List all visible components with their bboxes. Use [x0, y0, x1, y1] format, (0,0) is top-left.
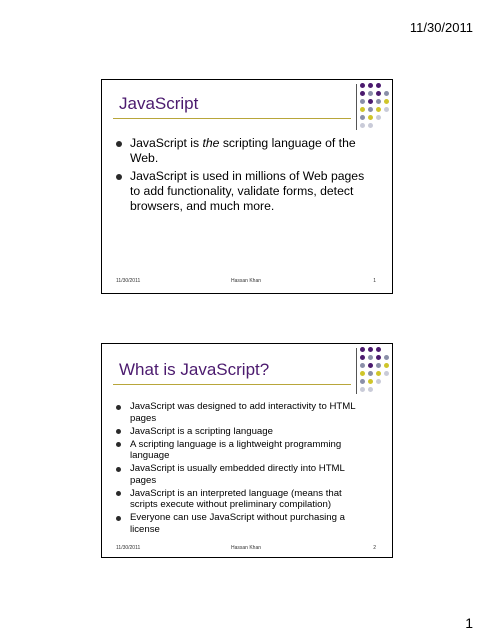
decor-dot-grid — [360, 347, 389, 392]
decor-vertical-line — [356, 348, 357, 394]
decor-dot — [384, 99, 389, 104]
decor-dot — [360, 347, 365, 352]
decor-dot — [360, 99, 365, 104]
decor-dot — [360, 107, 365, 112]
bullet-dot-icon — [116, 174, 122, 180]
decor-dot — [360, 363, 365, 368]
title-rule — [113, 384, 351, 385]
page-number: 1 — [465, 615, 473, 631]
decor-dot — [384, 363, 389, 368]
decor-dot — [376, 83, 381, 88]
decor-dot — [368, 355, 373, 360]
bullet-item: JavaScript is used in millions of Web pages to add functionality, validate forms, detect browsers, and much more. — [115, 169, 367, 214]
slide-title: JavaScript — [119, 94, 199, 113]
decor-dot — [384, 83, 389, 88]
footer-author: Hassan Khan — [231, 278, 262, 284]
footer-slide-number: 1 — [373, 278, 376, 284]
footer-author: Hassan Khan — [231, 545, 262, 551]
bullet-item: A scripting language is a lightweight programming language — [115, 439, 367, 462]
decor-dot — [360, 371, 365, 376]
decor-dot — [360, 115, 365, 120]
decor-dot — [360, 91, 365, 96]
decor-dot — [384, 115, 389, 120]
decor-dot — [376, 355, 381, 360]
bullet-dot-icon — [116, 429, 121, 434]
bullet-dot-icon — [116, 442, 121, 447]
decor-dot — [368, 363, 373, 368]
slide-2 — [101, 343, 393, 558]
decor-dot — [368, 371, 373, 376]
bullet-item: JavaScript is an interpreted language (means that scripts execute without preliminary compilation) — [115, 488, 367, 511]
decor-dot — [360, 83, 365, 88]
decor-dot — [384, 387, 389, 392]
bullet-item: JavaScript is usually embedded directly into HTML pages — [115, 463, 367, 486]
decor-dot — [376, 99, 381, 104]
decor-dot — [360, 355, 365, 360]
decor-dot — [368, 379, 373, 384]
decor-dot — [376, 379, 381, 384]
bullet-list — [115, 136, 367, 217]
decor-dot — [368, 347, 373, 352]
decor-dot — [376, 371, 381, 376]
decor-dot-grid — [360, 83, 389, 128]
decor-dot — [376, 363, 381, 368]
slide-1 — [101, 79, 393, 294]
decor-dot — [376, 107, 381, 112]
decor-dot — [360, 123, 365, 128]
decor-dot — [368, 83, 373, 88]
bullet-list — [115, 401, 367, 537]
decor-dot — [376, 115, 381, 120]
page-date: 11/30/2011 — [409, 20, 473, 35]
slide-title: What is JavaScript? — [119, 360, 270, 379]
bullet-dot-icon — [116, 516, 121, 521]
decor-dot — [376, 347, 381, 352]
bullet-item: Everyone can use JavaScript without purchasing a license — [115, 512, 367, 535]
decor-dot — [368, 387, 373, 392]
decor-dot — [376, 387, 381, 392]
decor-dot — [368, 123, 373, 128]
decor-dot — [368, 99, 373, 104]
footer-slide-number: 2 — [373, 545, 376, 551]
decor-dot — [376, 123, 381, 128]
bullet-dot-icon — [116, 405, 121, 410]
title-rule — [113, 118, 351, 119]
decor-dot — [368, 107, 373, 112]
decor-dot — [384, 107, 389, 112]
bullet-item: JavaScript is a scripting language — [115, 426, 367, 438]
decor-dot — [384, 379, 389, 384]
decor-dot — [384, 355, 389, 360]
decor-dot — [368, 91, 373, 96]
decor-dot — [360, 387, 365, 392]
decor-dot — [384, 91, 389, 96]
decor-dot — [384, 371, 389, 376]
decor-dot — [376, 91, 381, 96]
bullet-item: JavaScript is the scripting language of the Web. — [115, 136, 367, 166]
bullet-dot-icon — [116, 467, 121, 472]
bullet-dot-icon — [116, 491, 121, 496]
decor-vertical-line — [356, 84, 357, 130]
footer-date: 11/30/2011 — [116, 545, 141, 551]
decor-dot — [384, 123, 389, 128]
decor-dot — [384, 347, 389, 352]
footer-date: 11/30/2011 — [116, 278, 141, 284]
bullet-dot-icon — [116, 141, 122, 147]
decor-dot — [368, 115, 373, 120]
decor-dot — [360, 379, 365, 384]
bullet-item: JavaScript was designed to add interactivity to HTML pages — [115, 401, 367, 424]
